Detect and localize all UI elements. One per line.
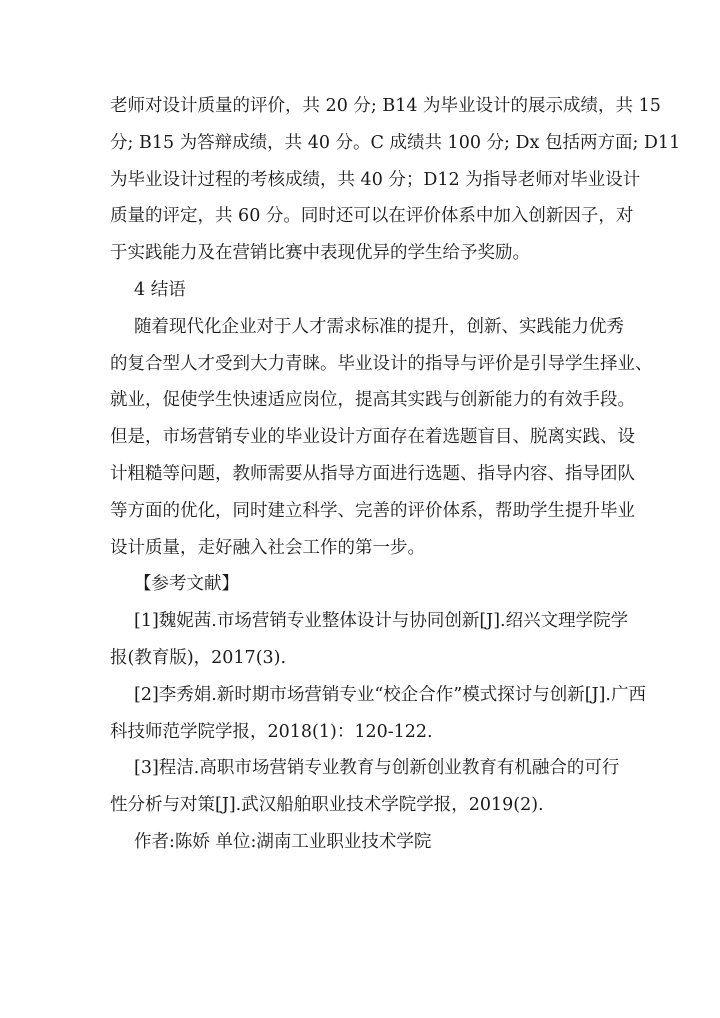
text-line: 报(教育版)，2017(3). — [110, 647, 287, 668]
document-body — [110, 88, 681, 861]
text-line: 计粗糙等问题，教师需要从指导方面进行选题、指导内容、指导团队 — [110, 463, 635, 484]
text-line: 但是，市场营销专业的毕业设计方面存在着选题盲目、脱离实践、设 — [110, 427, 635, 448]
text-line: [3]程洁.高职市场营销专业教育与创新创业教育有机融合的可行 — [134, 758, 620, 779]
text-line: 于实践能力及在营销比赛中表现优异的学生给予奖励。 — [110, 243, 530, 264]
text-line: 分; B15 为答辩成绩，共 40 分。C 成绩共 100 分; Dx 包括两方面; D11 — [110, 132, 681, 153]
text-line: [1]魏妮茜.市场营销专业整体设计与协同创新[J].绍兴文理学院学 — [134, 611, 629, 632]
reference-item-2 — [110, 677, 646, 751]
author-line: 作者:陈娇 单位:湖南工业职业技术学院 — [134, 831, 432, 852]
text-line: 随着现代化企业对于人才需求标准的提升，创新、实践能力优秀 — [134, 316, 624, 337]
text-line: 的复合型人才受到大力青睐。毕业设计的指导与评价是引导学生择业、 — [110, 353, 653, 374]
text-line: 为毕业设计过程的考核成绩，共 40 分；D12 为指导老师对毕业设计 — [110, 169, 641, 190]
reference-item-3 — [110, 750, 620, 824]
references-heading: 【参考文献】 — [134, 574, 239, 595]
conclusion-paragraph — [110, 309, 653, 567]
text-line: 等方面的优化，同时建立科学、完善的评价体系，帮助学生提升毕业 — [110, 500, 635, 521]
text-line: 就业，促使学生快速适应岗位，提高其实践与创新能力的有效手段。 — [110, 390, 635, 411]
text-line: 质量的评定，共 60 分。同时还可以在评价体系中加入创新因子，对 — [110, 206, 634, 227]
text-line: 老师对设计质量的评价，共 20 分; B14 为毕业设计的展示成绩，共 15 — [110, 96, 661, 116]
reference-item-1 — [110, 603, 629, 677]
text-line: [2]李秀娟.新时期市场营销专业“校企合作”模式探讨与创新[J].广西 — [134, 684, 646, 705]
section-heading: 4 结语 — [134, 279, 186, 300]
text-line: 科技师范学院学报，2018(1)：120-122. — [110, 721, 433, 742]
text-line: 设计质量，走好融入社会工作的第一步。 — [110, 537, 425, 558]
text-line: 性分析与对策[J].武汉船舶职业技术学院学报，2019(2). — [110, 795, 544, 816]
scoring-paragraph — [110, 88, 681, 272]
